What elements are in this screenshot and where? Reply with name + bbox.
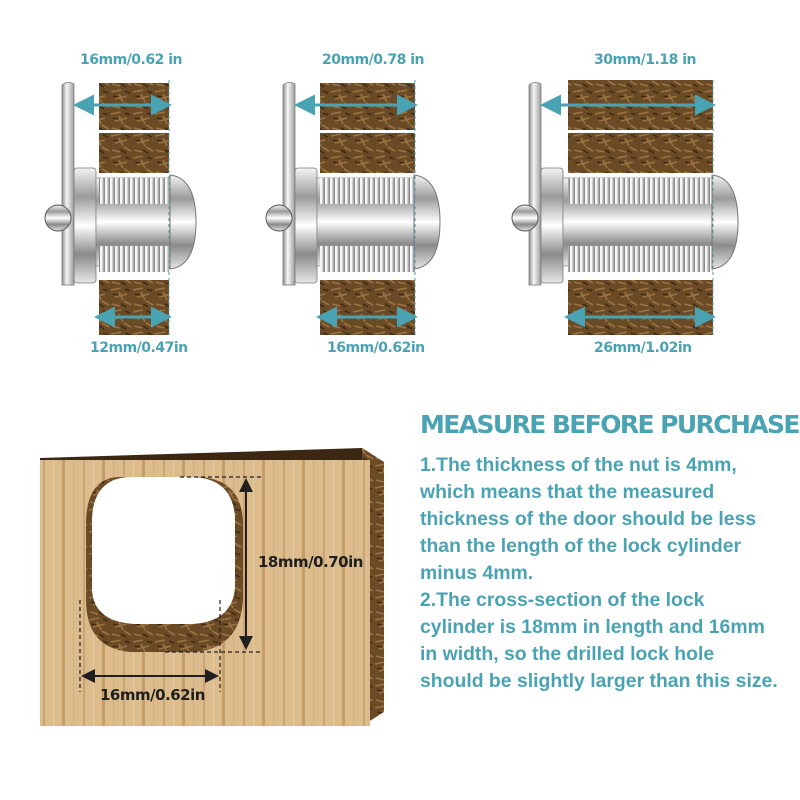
lock-diagram-1 — [45, 80, 196, 335]
instruction-point-1: 1.The thickness of the nut is 4mm, which means that the measured thickness of the door should be less than the length of the lock cylinder minus 4mm. — [420, 454, 757, 584]
wood-panel-middle — [320, 133, 415, 173]
cam-plate — [283, 82, 295, 285]
section-heading: MEASURE BEFORE PURCHASE — [420, 410, 799, 439]
cylinder-face — [170, 175, 196, 269]
thread-top — [568, 178, 713, 204]
cylinder-face — [712, 175, 738, 269]
diagram-3-bottom-label: 26mm/1.02in — [594, 340, 692, 356]
hole-height-label: 18mm/0.70in — [258, 553, 363, 571]
instructions-text — [420, 452, 782, 695]
thread-top — [320, 178, 415, 204]
diagram-1-top-label: 16mm/0.62 in — [80, 52, 182, 68]
wood-panel-middle — [568, 133, 713, 173]
hole-width-label: 16mm/0.62in — [100, 686, 205, 704]
cam-plate — [62, 82, 74, 285]
diagram-3-top-label: 30mm/1.18 in — [594, 52, 696, 68]
thread-bottom — [320, 246, 415, 272]
nut — [541, 168, 563, 283]
wood-panel-bottom — [320, 280, 415, 335]
diagram-2-bottom-label: 16mm/0.62in — [327, 340, 425, 356]
thread-bottom — [99, 246, 169, 272]
lock-diagram-3 — [512, 80, 738, 335]
nut — [295, 168, 317, 283]
lock-hole — [92, 477, 235, 624]
instruction-point-2: 2.The cross-section of the lock cylinder is 18mm in length and 16mm in width, so the drilled lock hole should be slightly larger than this size. — [420, 589, 778, 692]
screw-head — [512, 205, 538, 231]
diagram-1-bottom-label: 12mm/0.47in — [90, 340, 188, 356]
cylinder-face — [414, 175, 440, 269]
wood-panel-bottom — [568, 280, 713, 335]
nut — [74, 168, 96, 283]
wood-panel-middle — [99, 133, 169, 173]
screw-head — [266, 205, 292, 231]
diagram-2-top-label: 20mm/0.78 in — [322, 52, 424, 68]
screw-head — [45, 205, 71, 231]
block-top-face — [40, 448, 384, 462]
thread-top — [99, 178, 169, 204]
cam-plate — [529, 82, 541, 285]
thread-bottom — [568, 246, 713, 272]
wood-panel-bottom — [99, 280, 169, 335]
lock-diagram-2 — [266, 80, 440, 335]
hole-diagram — [40, 448, 384, 726]
